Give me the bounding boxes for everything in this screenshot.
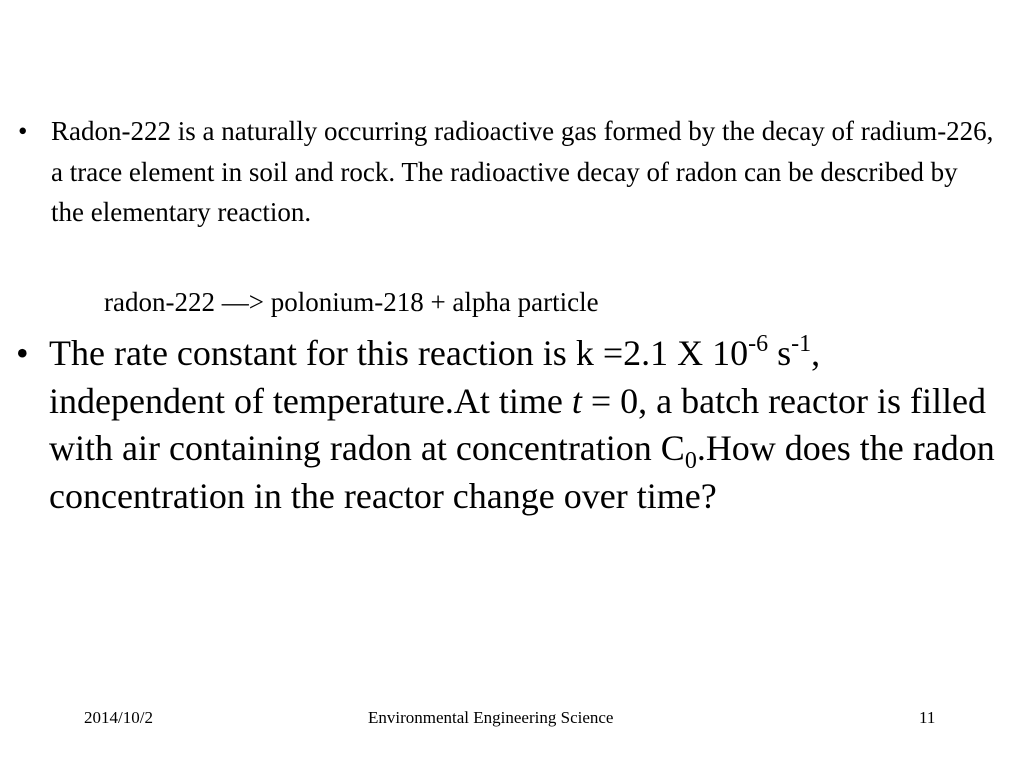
rate-text-part: , independent of temperature.At time xyxy=(49,333,821,421)
bullet-icon: • xyxy=(18,116,28,146)
reaction-equation: radon-222 —> polonium-218 + alpha particle xyxy=(104,287,599,317)
bullet-item-rate-constant xyxy=(16,330,996,520)
footer-title: Environmental Engineering Science xyxy=(368,708,614,727)
footer-date: 2014/10/2 xyxy=(84,708,153,727)
exponent-unit: -1 xyxy=(791,331,812,357)
rate-text-part: s xyxy=(768,333,792,373)
bullet-text-radon-intro: Radon-222 is a naturally occurring radioactive gas formed by the decay of radium-226, a trace element in soil and rock. The radioactive decay of radon can be described by the elementary reaction. xyxy=(51,116,994,227)
bullet-item-radon-intro xyxy=(16,111,996,233)
rate-text-part: = 0, a batch reactor is filled with air containing radon at concentration C xyxy=(49,380,986,468)
bullet-text-rate-constant xyxy=(49,330,996,520)
rate-text-part: The rate constant for this reaction is k =2.1 X 10 xyxy=(49,333,749,373)
bullet-icon: • xyxy=(16,333,29,373)
exponent-rate-constant: -6 xyxy=(748,331,769,357)
time-variable: t xyxy=(571,380,582,421)
concentration-subscript: 0 xyxy=(684,448,697,474)
rate-text-part: .How does the radon concentration in the reactor change over time? xyxy=(49,428,995,516)
footer-page-number: 11 xyxy=(919,708,936,727)
